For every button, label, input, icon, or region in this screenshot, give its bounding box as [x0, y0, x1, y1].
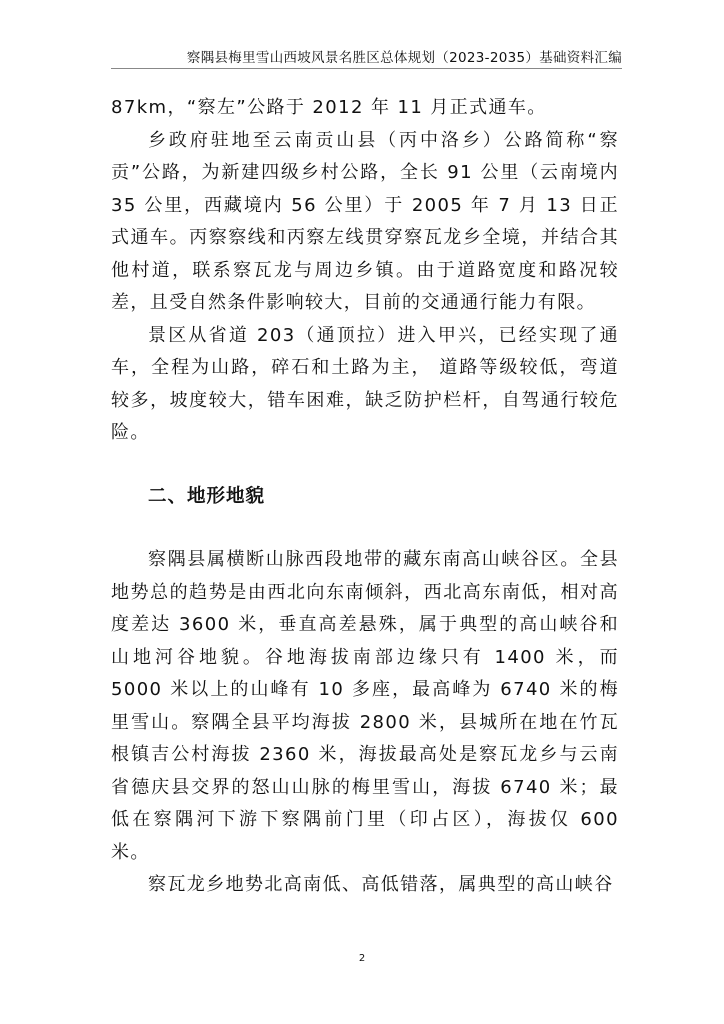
page-number: 2: [358, 953, 366, 964]
document-body: [111, 92, 619, 902]
paragraph-chawalong-terrain: 察瓦龙乡地势北高南低、高低错落，属典型的高山峡谷: [148, 874, 614, 895]
document-header-title: 察隅县梅里雪山西坡风景名胜区总体规划（2023-2035）基础资料汇编: [186, 50, 622, 66]
paragraph-chagong-road: 乡政府驻地至云南贡山县（丙中洛乡）公路简称“察贡”公路，为新建四级乡村公路，全长 91 公里（云南境内 35 公里，西藏境内 56 公里）于 2005 年 7 月 13 日正式通车。丙察察线和丙察左线贯穿察瓦龙乡全境，并结合其他村道，联系察瓦龙与周边乡镇。由于道路宽度和路况较差，且受自然条件影响较大，目前的交通通行能力有限。: [111, 129, 619, 313]
section-heading-terrain: 二、地形地貌: [148, 485, 266, 507]
paragraph-road-continuation: 87km，“察左”公路于 2012 年 11 月正式通车。: [111, 97, 547, 118]
paragraph-scenic-access: 景区从省道 203（通顶拉）进入甲兴，已经实现了通车，全程为山路，碎石和土路为主， 道路等级较低，弯道较多，坡度较大，错车困难，缺乏防护栏杆，自驾通行较危险。: [111, 324, 619, 443]
paragraph-county-terrain: 察隅县属横断山脉西段地带的藏东南高山峡谷区。全县地势总的趋势是由西北向东南倾斜，西北高东南低，相对高度差达 3600 米，垂直高差悬殊，属于典型的高山峡谷和山地河谷地貌。谷地海拔南部边缘只有 1400 米，而 5000 米以上的山峰有 10 多座，最高峰为 6740 米的梅里雪山。察隅全县平均海拔 2800 米，县城所在地在竹瓦根镇吉公村海拔 2360 米，海拔最高处是察瓦龙乡与云南省德庆县交界的怒山山脉的梅里雪山，海拔 6740 米；最低在察隅河下游下察隅前门里（印占区），海拔仅 600 米。: [111, 549, 619, 863]
header-divider: [111, 68, 622, 69]
